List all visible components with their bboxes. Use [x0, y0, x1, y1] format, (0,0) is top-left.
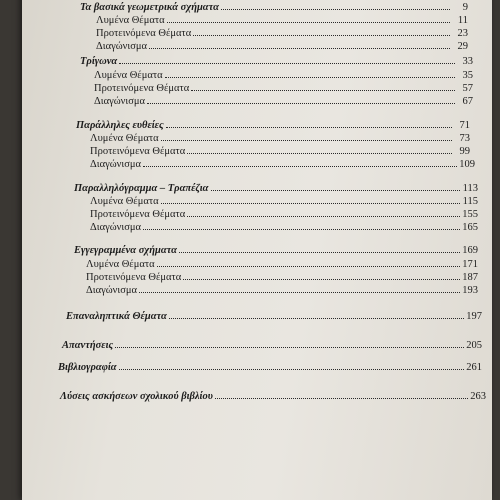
- toc-page-number: 187: [462, 272, 478, 283]
- toc-item-label: Διαγώνισμα: [94, 96, 145, 107]
- toc-heading-label: Απαντήσεις: [62, 340, 114, 351]
- toc-heading-label: Λύσεις ασκήσεων σχολικού βιβλίου: [60, 391, 213, 402]
- toc-page-number: 197: [466, 311, 482, 322]
- toc-item[interactable]: [94, 82, 473, 96]
- book-page: [22, 0, 492, 500]
- toc-item-label: Προτεινόμενα Θέματα: [94, 83, 190, 94]
- toc-page-number: 23: [457, 28, 468, 39]
- dot-leader: [157, 266, 460, 267]
- toc-page-number: 57: [462, 83, 473, 94]
- toc-item-label: Λυμένα Θέματα: [86, 259, 155, 270]
- toc-heading-triangles[interactable]: [80, 55, 473, 69]
- toc-item-label: Προτεινόμενα Θέματα: [86, 272, 182, 283]
- toc-page-number: 165: [462, 222, 478, 233]
- toc-item-label: Λυμένα Θέματα: [90, 133, 159, 144]
- toc-heading-label: Τρίγωνα: [80, 56, 118, 67]
- dot-leader: [115, 347, 464, 348]
- toc-item-label: Λυμένα Θέματα: [90, 196, 159, 207]
- toc-item-label: Προτεινόμενα Θέματα: [90, 146, 186, 157]
- toc-item-label: Διαγώνισμα: [90, 159, 141, 170]
- toc-item[interactable]: [96, 14, 468, 28]
- toc-item-label: Λυμένα Θέματα: [96, 15, 165, 26]
- toc-heading-label: Βιβλιογραφία: [58, 362, 117, 373]
- toc-page-number: 263: [470, 391, 486, 402]
- toc-heading-label: Παράλληλες ευθείες: [76, 120, 164, 131]
- toc-item-label: Προτεινόμενα Θέματα: [90, 209, 186, 220]
- toc-page-number: 29: [457, 41, 468, 52]
- toc-heading-textbook-solutions[interactable]: [60, 390, 486, 404]
- toc-page-number: 73: [459, 133, 470, 144]
- dot-leader: [221, 9, 450, 10]
- dot-leader: [149, 48, 450, 49]
- toc-page-number: 261: [466, 362, 482, 373]
- dot-leader: [167, 22, 450, 23]
- toc-item-label: Διαγώνισμα: [90, 222, 141, 233]
- dot-leader: [139, 292, 460, 293]
- toc-item[interactable]: [86, 284, 478, 298]
- toc-item-label: Προτεινόμενα Θέματα: [96, 28, 192, 39]
- toc-item[interactable]: [90, 221, 478, 235]
- toc-page-number: 155: [462, 209, 478, 220]
- toc-heading-parallel-lines[interactable]: [76, 119, 470, 133]
- dot-leader: [211, 190, 461, 191]
- toc-heading-label: Επαναληπτικά Θέματα: [66, 311, 167, 322]
- toc-heading-parallelograms[interactable]: [74, 182, 478, 196]
- toc-heading-inscribed-shapes[interactable]: [74, 244, 478, 258]
- dot-leader: [179, 252, 460, 253]
- toc-page-number: 113: [462, 183, 478, 194]
- dot-leader: [193, 35, 450, 36]
- dot-leader: [143, 229, 460, 230]
- toc-heading-label: Παραλληλόγραμμα – Τραπέζια: [74, 183, 209, 194]
- toc-page-number: 169: [462, 245, 478, 256]
- toc-item[interactable]: [94, 95, 473, 109]
- toc-heading-answers[interactable]: [62, 339, 482, 353]
- dot-leader: [191, 90, 455, 91]
- toc-heading-label: Τα βασικά γεωμετρικά σχήματα: [80, 2, 219, 13]
- toc-page-number: 33: [462, 56, 473, 67]
- dot-leader: [183, 279, 460, 280]
- toc-heading-bibliography[interactable]: [58, 361, 482, 375]
- toc-item[interactable]: [86, 271, 478, 285]
- toc-heading-basic-shapes[interactable]: [80, 1, 468, 15]
- dot-leader: [166, 127, 452, 128]
- toc-item[interactable]: [90, 208, 478, 222]
- toc-item[interactable]: [96, 40, 468, 54]
- dot-leader: [147, 103, 455, 104]
- dot-leader: [215, 398, 468, 399]
- dot-leader: [161, 203, 460, 204]
- toc-item[interactable]: [90, 195, 478, 209]
- toc-page-number: 171: [462, 259, 478, 270]
- toc-page-number: 35: [462, 70, 473, 81]
- toc-heading-label: Εγγεγραμμένα σχήματα: [74, 245, 177, 256]
- dot-leader: [161, 140, 452, 141]
- toc-page-number: 109: [459, 159, 475, 170]
- toc-item-label: Λυμένα Θέματα: [94, 70, 163, 81]
- toc-page-number: 67: [462, 96, 473, 107]
- dot-leader: [143, 166, 457, 167]
- dot-leader: [119, 369, 464, 370]
- dot-leader: [165, 77, 455, 78]
- toc-item[interactable]: [90, 145, 470, 159]
- toc-page-number: 9: [462, 2, 468, 13]
- toc-page-number: 99: [459, 146, 470, 157]
- toc-item[interactable]: [90, 132, 470, 146]
- dot-leader: [187, 153, 452, 154]
- table-of-contents: [22, 0, 492, 500]
- dot-leader: [169, 318, 464, 319]
- dot-leader: [119, 63, 455, 64]
- toc-item[interactable]: [90, 158, 475, 172]
- toc-item[interactable]: [94, 69, 473, 83]
- toc-page-number: 193: [462, 285, 478, 296]
- toc-item[interactable]: [86, 258, 478, 272]
- toc-item-label: Διαγώνισμα: [86, 285, 137, 296]
- toc-page-number: 11: [457, 15, 468, 26]
- toc-item[interactable]: [96, 27, 468, 41]
- toc-item-label: Διαγώνισμα: [96, 41, 147, 52]
- toc-page-number: 71: [459, 120, 470, 131]
- toc-page-number: 205: [466, 340, 482, 351]
- dot-leader: [187, 216, 460, 217]
- toc-heading-review-topics[interactable]: [66, 310, 482, 324]
- toc-page-number: 115: [462, 196, 478, 207]
